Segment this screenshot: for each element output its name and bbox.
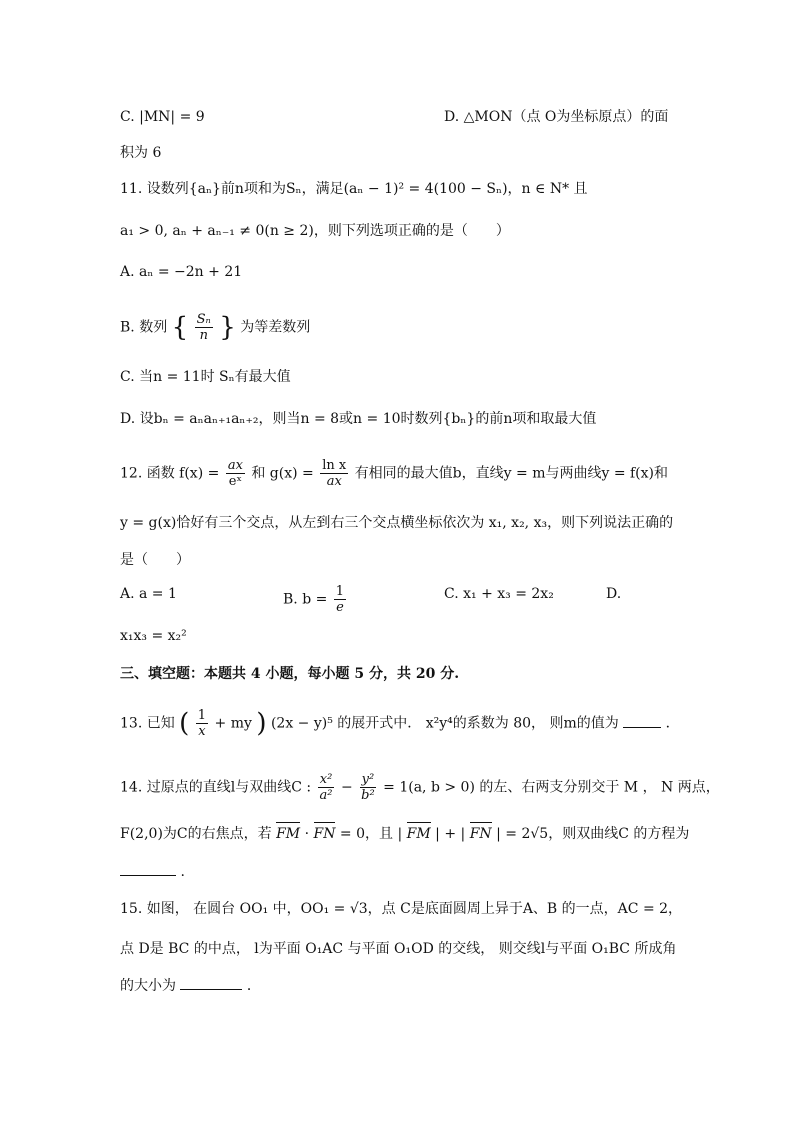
fraction-denominator: n bbox=[199, 328, 208, 343]
q14-line2-middle: = 0，且 | bbox=[339, 826, 403, 842]
section-heading: 三、填空题：本题共 4 小题，每小题 5 分，共 20 分. bbox=[120, 666, 460, 682]
q12-option-b-prefix: B. b = bbox=[283, 591, 328, 608]
q12-g-fraction bbox=[320, 458, 348, 489]
q15-stem-line2: 点 D是 BC 的中点， l为平面 O₁AC 与平面 O₁OD 的交线， 则交线l与平面 O₁BC 所成角 bbox=[120, 941, 677, 957]
q13-end: ． bbox=[665, 715, 680, 732]
q12-option-b bbox=[283, 584, 348, 615]
q11-option-b-prefix: B. 数列 bbox=[120, 319, 168, 336]
q13-prefix: 13. 已知 bbox=[120, 715, 175, 732]
q14-line2-suffix: | = 2√5，则双曲线C 的方程为 bbox=[496, 826, 690, 842]
q11-stem-line1: 11. 设数列{aₙ}前n项和为Sₙ，满足(aₙ − 1)² = 4(100 − Sₙ)，n ∈ N* 且 bbox=[120, 181, 588, 197]
dot-operator: · bbox=[304, 826, 310, 842]
q11-option-b bbox=[120, 312, 310, 343]
fraction-denominator: ax bbox=[326, 474, 342, 489]
abs-plus: | + | bbox=[435, 826, 466, 842]
q11-option-a: A. aₙ = −2n + 21 bbox=[120, 264, 243, 280]
q11-option-b-suffix: 为等差数列 bbox=[240, 319, 311, 336]
q12-stem-line2: y = g(x)恰好有三个交点，从左到右三个交点横坐标依次为 x₁, x₂, x₃，则下列说法正确的 bbox=[120, 515, 674, 531]
right-brace: } bbox=[219, 312, 236, 343]
q11-option-c: C. 当n = 11时 Sₙ有最大值 bbox=[120, 369, 291, 385]
q14-suffix: = 1(a, b > 0) 的左、右两支分别交于 M ， N 两点， bbox=[383, 779, 720, 796]
q12-option-d-cont: x₁x₃ = x₂² bbox=[120, 628, 187, 644]
q12-option-d: D. bbox=[606, 586, 622, 602]
q12-option-c: C. x₁ + x₃ = 2x₂ bbox=[444, 586, 554, 602]
q13-stem bbox=[120, 708, 680, 739]
q14-x-fraction bbox=[318, 772, 335, 803]
q14-answer-line bbox=[120, 862, 185, 882]
fraction-numerator: 1 bbox=[335, 584, 345, 599]
abs-vector-fm: FM bbox=[406, 826, 431, 842]
answer-blank[interactable] bbox=[180, 989, 242, 990]
fraction-denominator: e bbox=[336, 600, 344, 615]
option-d-q10: D. △MON（点 O为坐标原点）的面 bbox=[444, 109, 669, 125]
vector-fm: FM bbox=[276, 826, 301, 842]
q14-stem-line2 bbox=[120, 824, 689, 844]
fraction-numerator: x² bbox=[319, 772, 333, 787]
abs-vector-fn: FN bbox=[469, 826, 492, 842]
q15-stem-line3 bbox=[120, 976, 261, 996]
q15-end: ． bbox=[246, 978, 261, 994]
vector-fn: FN bbox=[313, 826, 336, 842]
q14-end: . bbox=[180, 864, 185, 880]
fraction-denominator: a² bbox=[319, 788, 333, 803]
q14-line2-prefix: F(2,0)为C的右焦点，若 bbox=[120, 826, 272, 842]
fraction-numerator: ln x bbox=[322, 458, 347, 473]
q14-prefix: 14. 过原点的直线l与双曲线C : bbox=[120, 779, 312, 796]
answer-blank[interactable] bbox=[120, 875, 176, 876]
q13-middle: + my bbox=[214, 715, 252, 732]
q12-stem-line1 bbox=[120, 458, 668, 489]
fraction-numerator: Sₙ bbox=[196, 312, 211, 327]
fraction-denominator: b² bbox=[361, 788, 375, 803]
q15-line3-prefix: 的大小为 bbox=[120, 978, 176, 994]
q12-f-fraction bbox=[226, 458, 245, 489]
option-d-q10-cont: 积为 6 bbox=[120, 145, 162, 161]
minus-sign: − bbox=[340, 779, 353, 796]
fraction-numerator: ax bbox=[227, 458, 243, 473]
q11-option-d: D. 设bₙ = aₙaₙ₊₁aₙ₊₂，则当n = 8或n = 10时数列{bₙ}的前n项和取最大值 bbox=[120, 411, 597, 427]
q14-stem-line1 bbox=[120, 772, 720, 803]
q12-suffix: 有相同的最大值b，直线y = m与两曲线y = f(x)和 bbox=[354, 465, 669, 482]
fraction-numerator: 1 bbox=[197, 708, 207, 723]
fraction-denominator: eˣ bbox=[228, 474, 242, 489]
answer-blank[interactable] bbox=[623, 727, 661, 728]
q12-stem-line3: 是（ ） bbox=[120, 552, 190, 568]
q12-middle: 和 g(x) = bbox=[251, 465, 314, 482]
left-paren: ( bbox=[179, 708, 190, 739]
q11-stem-line2: a₁ > 0, aₙ + aₙ₋₁ ≠ 0(n ≥ 2)，则下列选项正确的是（ ） bbox=[120, 223, 510, 239]
q12-b-fraction bbox=[334, 584, 346, 615]
left-brace: { bbox=[171, 312, 189, 343]
q13-suffix: (2x − y)⁵ 的展开式中． x²y⁴的系数为 80， 则m的值为 bbox=[270, 715, 619, 732]
fraction-numerator: y² bbox=[361, 772, 375, 787]
q14-y-fraction bbox=[359, 772, 377, 803]
fraction-denominator: x bbox=[198, 724, 206, 739]
option-c-q10: C. |MN| = 9 bbox=[120, 109, 205, 125]
q13-fraction bbox=[196, 708, 208, 739]
q11-fraction bbox=[195, 312, 213, 343]
q12-prefix: 12. 函数 f(x) = bbox=[120, 465, 220, 482]
q12-option-a: A. a = 1 bbox=[120, 586, 177, 602]
q15-stem-line1: 15. 如图， 在圆台 OO₁ 中，OO₁ = √3，点 C是底面圆周上异于A、B 的一点，AC = 2， bbox=[120, 901, 683, 917]
right-paren: ) bbox=[256, 708, 267, 739]
